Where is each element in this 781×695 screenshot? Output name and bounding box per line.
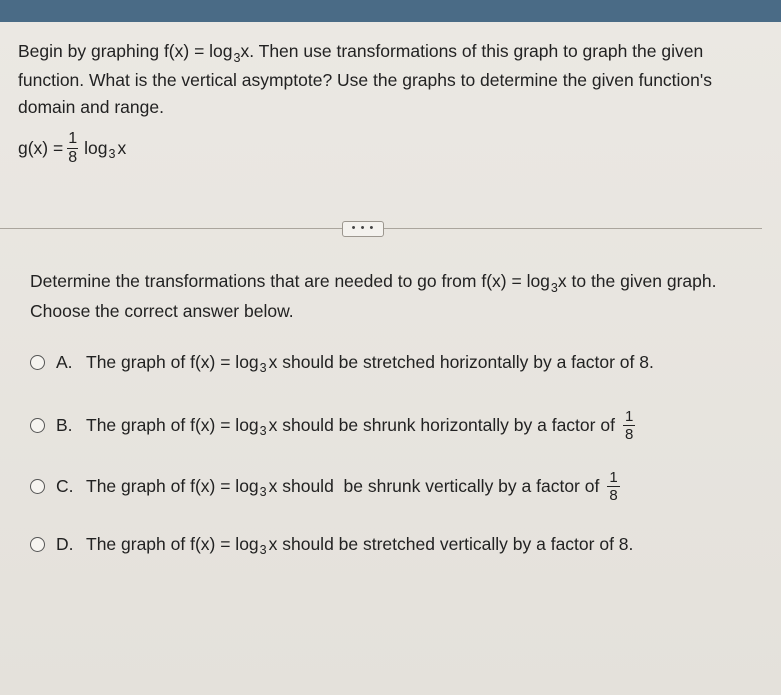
question-text-start: Begin by graphing f(x) = log: [18, 41, 233, 61]
log-base: 3: [259, 542, 267, 557]
option-letter: C.: [56, 476, 74, 496]
radio-button-a[interactable]: [30, 355, 45, 370]
option-letter: B.: [56, 415, 73, 435]
instruction-text: [30, 267, 770, 325]
log-base: 3: [550, 281, 558, 295]
fraction: [67, 130, 78, 167]
log-label: log: [84, 138, 108, 158]
option-letter: D.: [56, 534, 74, 554]
top-bar: [0, 0, 781, 22]
option-text-end: x should be shrunk vertically by a factor of: [268, 476, 600, 496]
function-lhs: g(x) =: [18, 138, 64, 158]
log-base: 3: [108, 146, 116, 161]
expand-more-button[interactable]: • • •: [342, 221, 384, 237]
question-text-end: x. Then use transformations of this graph to graph the given function. What is the vertical asymptote? Use the graphs to determine the given function's domain and range.: [18, 41, 712, 117]
fraction-numerator: 1: [609, 469, 618, 486]
option-text-end: x should be stretched vertically by a factor of 8.: [268, 534, 634, 554]
answer-option-d[interactable]: [30, 534, 633, 555]
instruction-text-start: Determine the transformations that are needed to go from f(x) = log: [30, 271, 550, 291]
log-base: 3: [233, 51, 241, 65]
question-page: [0, 22, 781, 695]
fraction-denominator: 8: [68, 149, 78, 166]
option-text-start: The graph of f(x) = log: [86, 534, 259, 554]
fraction: [607, 469, 619, 504]
option-text-end: x should be stretched horizontally by a factor of 8.: [268, 352, 654, 372]
instruction-text-end: x to the given graph. Choose the correct answer below.: [30, 271, 717, 321]
answer-option-c[interactable]: [30, 469, 620, 504]
log-base: 3: [259, 360, 267, 375]
option-text-end: x should be shrunk horizontally by a factor of: [268, 415, 615, 435]
option-letter: A.: [56, 352, 73, 372]
fraction: [623, 408, 635, 443]
function-variable: x: [117, 138, 127, 158]
fraction-numerator: 1: [624, 408, 634, 425]
answer-option-a[interactable]: [30, 352, 654, 373]
question-text: [18, 38, 766, 121]
fraction-denominator: 8: [624, 426, 634, 443]
option-text: [86, 469, 620, 504]
radio-button-c[interactable]: [30, 479, 45, 494]
given-function: [18, 130, 126, 167]
log-base: 3: [259, 423, 267, 438]
option-text: [86, 352, 654, 373]
option-text-start: The graph of f(x) = log: [86, 415, 259, 435]
option-text: [86, 408, 635, 443]
option-text-start: The graph of f(x) = log: [86, 352, 259, 372]
option-text: [86, 534, 633, 555]
log-base: 3: [259, 484, 267, 499]
answer-option-b[interactable]: [30, 408, 635, 443]
fraction-denominator: 8: [609, 487, 618, 504]
option-text-start: The graph of f(x) = log: [86, 476, 259, 496]
fraction-numerator: 1: [68, 130, 78, 147]
radio-button-d[interactable]: [30, 537, 45, 552]
radio-button-b[interactable]: [30, 418, 45, 433]
